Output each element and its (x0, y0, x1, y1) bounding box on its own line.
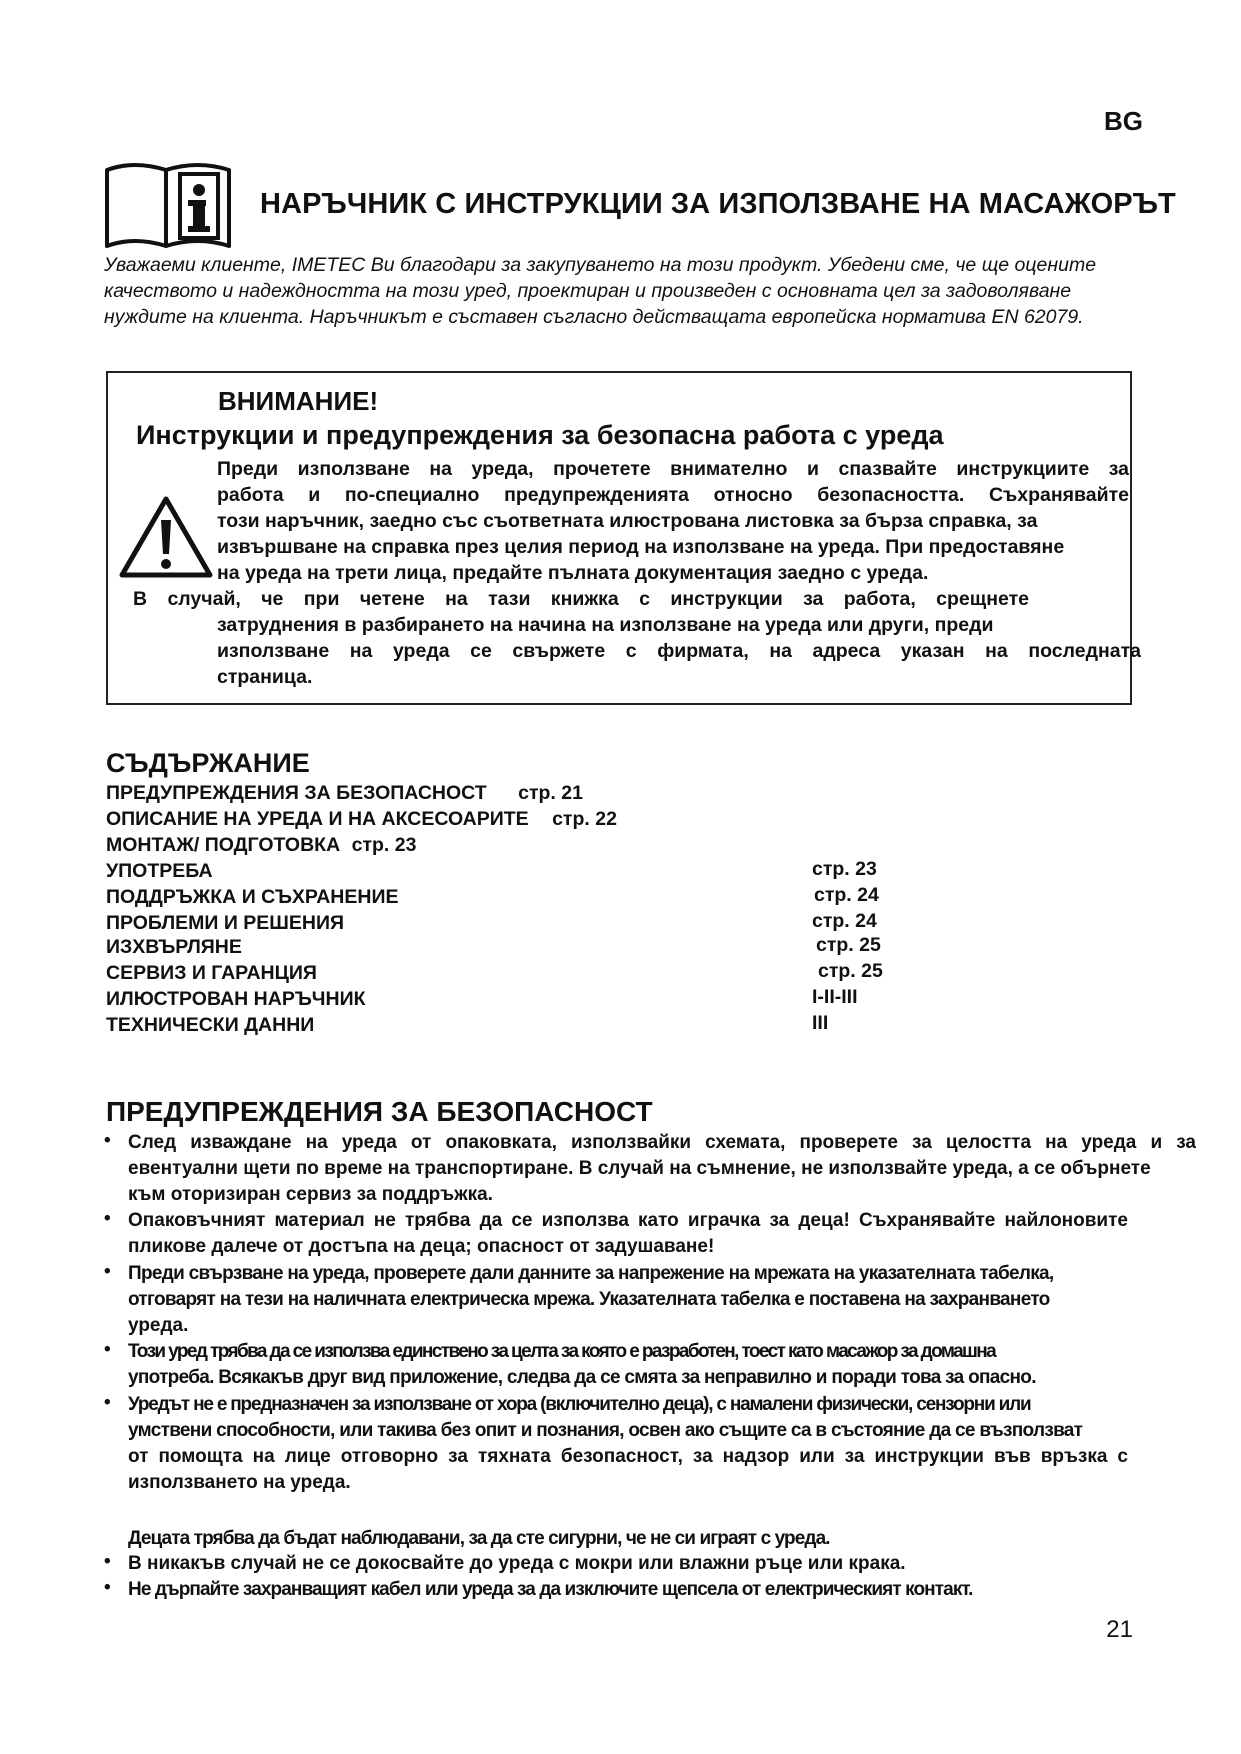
warning-triangle-icon (118, 494, 214, 580)
toc-item-page: стр. 24 (814, 884, 879, 906)
safety-text-line: употреба. Всякакъв друг вид приложение, следва да се смята за неправилно и поради това за опасно. (128, 1367, 1036, 1388)
toc-item (106, 960, 317, 986)
toc-heading: СЪДЪРЖАНИЕ (106, 748, 310, 778)
toc-item (106, 884, 399, 910)
info-book-icon (104, 162, 232, 250)
list-bullet: • (104, 1208, 111, 1229)
list-bullet: • (104, 1392, 111, 1413)
children-note: Децата трябва да бъдат наблюдавани, за да сте сигурни, че не си играят с уреда. (128, 1528, 830, 1549)
warning-text-line: използване на уреда се свържете с фирмата, на адреса указан на последната (217, 640, 1141, 662)
page-title: НАРЪЧНИК С ИНСТРУКЦИИ ЗА ИЗПОЛЗВАНЕ НА МАСАЖОРЪТ (260, 188, 1176, 220)
toc-item-label: УПОТРЕБА (106, 860, 213, 882)
safety-text-line: Не дърпайте захранващият кабел или уреда за да изключите щепсела от електрическият контакт. (128, 1579, 973, 1600)
language-code: BG (1104, 106, 1143, 136)
safety-text-line: евентуални щети по време на транспортиране. В случай на съмнение, не използвайте уреда, а се обърнете (128, 1158, 1151, 1179)
toc-item (106, 780, 583, 806)
safety-text-line: пликове далече от достъпа на деца; опасност от задушаване! (128, 1236, 715, 1257)
warning-subheading: Инструкции и предупреждения за безопасна работа с уреда (136, 420, 944, 450)
toc-item-page: стр. 24 (812, 910, 877, 932)
toc-item-label: СЕРВИЗ И ГАРАНЦИЯ (106, 962, 317, 984)
toc-item (106, 1012, 314, 1038)
toc-item-page: стр. 23 (812, 858, 877, 880)
warning-text-line: Преди използване на уреда, прочетете внимателно и спазвайте инструкциите за (217, 458, 1129, 480)
safety-text-line: уреда. (128, 1315, 189, 1336)
warning-text-line: В случай, че при четене на тази книжка с инструкции за работа, срещнете (133, 588, 1029, 610)
safety-text-line: отговарят на тези на наличната електрическа мрежа. Указателната табелка е поставена на захранването (128, 1289, 1050, 1310)
toc-item-label: МОНТАЖ/ ПОДГОТОВКА (106, 834, 341, 856)
list-bullet: • (104, 1577, 111, 1598)
warning-text-line: страница. (217, 666, 313, 688)
list-bullet: • (104, 1261, 111, 1282)
toc-item (106, 806, 617, 832)
safety-text-line: Уредът не е предназначен за използване от хора (включително деца), с намалени физически, сензорни или (128, 1394, 1031, 1415)
safety-text-line: използването на уреда. (128, 1472, 351, 1493)
toc-item (106, 986, 366, 1012)
safety-text-line: умствени способности, или такива без опит и познания, освен ако същите са в състояние да се възползват (128, 1420, 1083, 1441)
safety-text-line: Опаковъчният материал не трябва да се използва като играчка за деца! Съхранявайте найлоновите (128, 1210, 1128, 1231)
toc-item-page: III (812, 1012, 829, 1034)
toc-item-label: ИЛЮСТРОВАН НАРЪЧНИК (106, 988, 366, 1010)
toc-item-page: стр. 23 (351, 834, 417, 856)
intro-line: Уважаеми клиенте, IMETEC Ви благодари за закупуването на този продукт. Убедени сме, че ще оцените (104, 254, 1097, 276)
list-bullet: • (104, 1551, 111, 1572)
list-bullet: • (104, 1339, 111, 1360)
warning-text-line: на уреда на трети лица, предайте пълната документация заедно с уреда. (217, 562, 929, 584)
warning-text-line: затруднения в разбирането на начина на използване на уреда или други, преди (217, 614, 994, 636)
warning-heading: ВНИМАНИЕ! (218, 386, 379, 416)
list-bullet: • (104, 1130, 111, 1151)
safety-text-line: към оторизиран сервиз за поддръжка. (128, 1184, 493, 1205)
toc-item (106, 858, 213, 884)
toc-item (106, 832, 416, 858)
intro-paragraph (104, 252, 1174, 330)
toc-item (106, 934, 242, 960)
toc-item-page: стр. 25 (816, 934, 881, 956)
safety-text-line: от помощта на лице отговорно за тяхната безопасност, за надзор или за инструкции във връзка с (128, 1446, 1128, 1467)
toc-item-label: ОПИСАНИЕ НА УРЕДА И НА АКСЕСОАРИТЕ (106, 808, 529, 830)
toc-item-page: стр. 21 (518, 782, 583, 804)
toc-item-page: I-II-III (812, 986, 858, 1008)
toc-item-label: ПРОБЛЕМИ И РЕШЕНИЯ (106, 912, 344, 934)
page-number: 21 (1106, 1616, 1133, 1643)
intro-line: качеството и надеждността на този уред, проектиран и произведен с основната цел за задоволяване (104, 280, 1072, 302)
warning-text-line: този наръчник, заедно със съответната илюстрована листовка за бърза справка, за (217, 510, 1038, 532)
safety-text-line: След изваждане на уреда от опаковката, използвайки схемата, проверете за целостта на уреда и за (128, 1132, 1196, 1153)
safety-text-line: Този уред трябва да се използва единствено за целта за която е разработен, тоест като масажор за домашна (128, 1341, 996, 1362)
toc-item-label: ИЗХВЪРЛЯНЕ (106, 936, 242, 958)
intro-line: нуждите на клиента. Наръчникът е съставен съгласно действащата европейска норматива EN 62079. (104, 306, 1084, 328)
toc-item-label: ТЕХНИЧЕСКИ ДАННИ (106, 1014, 315, 1036)
toc-item-label: ПРЕДУПРЕЖДЕНИЯ ЗА БЕЗОПАСНОСТ (106, 782, 487, 804)
toc-item-page: стр. 25 (818, 960, 883, 982)
safety-text-line: Преди свързване на уреда, проверете дали данните за напрежение на мрежата на указателната табелка, (128, 1263, 1054, 1284)
warning-text-line: извършване на справка през целия период на използване на уреда. При предоставяне (217, 536, 1065, 558)
toc-item-label: ПОДДРЪЖКА И СЪХРАНЕНИЕ (106, 886, 399, 908)
safety-heading: ПРЕДУПРЕЖДЕНИЯ ЗА БЕЗОПАСНОСТ (106, 1096, 653, 1127)
safety-text-line: В никакъв случай не се докосвайте до уреда с мокри или влажни ръце или крака. (128, 1553, 906, 1574)
toc-item-page: стр. 22 (552, 808, 617, 830)
warning-text-line: работа и по-специално предупрежденията относно безопасността. Съхранявайте (217, 484, 1129, 506)
toc-item (106, 910, 344, 936)
